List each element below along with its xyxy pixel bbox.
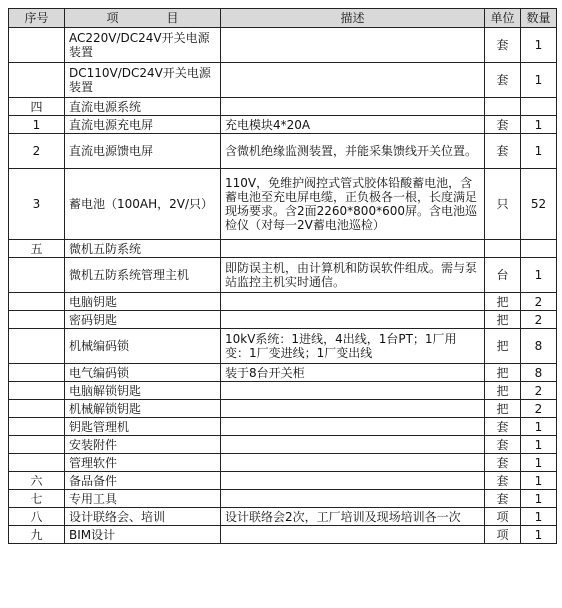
cell-unit: 把 bbox=[485, 364, 521, 382]
table-row bbox=[9, 240, 557, 258]
cell-unit: 把 bbox=[485, 400, 521, 418]
cell-item: 备品备件 bbox=[65, 472, 221, 490]
cell-qty: 1 bbox=[521, 490, 557, 508]
cell-desc bbox=[221, 240, 485, 258]
cell-seq bbox=[9, 329, 65, 364]
cell-item: 管理软件 bbox=[65, 454, 221, 472]
cell-desc bbox=[221, 98, 485, 116]
cell-qty: 8 bbox=[521, 364, 557, 382]
cell-item: 专用工具 bbox=[65, 490, 221, 508]
cell-desc: 设计联络会2次，工厂培训及现场培训各一次 bbox=[221, 508, 485, 526]
cell-qty: 1 bbox=[521, 436, 557, 454]
cell-desc bbox=[221, 63, 485, 98]
table-row bbox=[9, 116, 557, 134]
cell-qty: 1 bbox=[521, 454, 557, 472]
cell-qty: 1 bbox=[521, 63, 557, 98]
cell-qty: 1 bbox=[521, 116, 557, 134]
cell-qty: 2 bbox=[521, 311, 557, 329]
cell-desc: 110V，免维护阀控式管式胶体铅酸蓄电池，含蓄电池至充电屏电缆，正负极各一根，长度满足现场要求。含2面2260*800*600屏。含电池巡检仪（对每一2V蓄电池巡检） bbox=[221, 169, 485, 240]
cell-unit: 项 bbox=[485, 508, 521, 526]
cell-qty: 1 bbox=[521, 508, 557, 526]
cell-desc bbox=[221, 400, 485, 418]
cell-item: 直流电源充电屏 bbox=[65, 116, 221, 134]
cell-qty: 1 bbox=[521, 258, 557, 293]
cell-seq: 2 bbox=[9, 134, 65, 169]
cell-desc: 装于8台开关柜 bbox=[221, 364, 485, 382]
header-seq: 序号 bbox=[9, 9, 65, 28]
cell-desc bbox=[221, 382, 485, 400]
cell-qty bbox=[521, 98, 557, 116]
cell-unit: 把 bbox=[485, 293, 521, 311]
cell-seq bbox=[9, 418, 65, 436]
cell-qty: 1 bbox=[521, 134, 557, 169]
table-row bbox=[9, 508, 557, 526]
table-row bbox=[9, 258, 557, 293]
table-row bbox=[9, 98, 557, 116]
cell-item: 直流电源馈电屏 bbox=[65, 134, 221, 169]
cell-desc bbox=[221, 454, 485, 472]
cell-unit: 套 bbox=[485, 472, 521, 490]
cell-item: 微机五防系统 bbox=[65, 240, 221, 258]
cell-desc bbox=[221, 436, 485, 454]
cell-qty: 2 bbox=[521, 382, 557, 400]
cell-item: DC110V/DC24V开关电源装置 bbox=[65, 63, 221, 98]
cell-seq bbox=[9, 382, 65, 400]
cell-desc bbox=[221, 526, 485, 544]
cell-unit: 套 bbox=[485, 490, 521, 508]
cell-item: AC220V/DC24V开关电源装置 bbox=[65, 28, 221, 63]
table-body bbox=[9, 28, 557, 544]
cell-unit bbox=[485, 240, 521, 258]
table-row bbox=[9, 490, 557, 508]
cell-desc bbox=[221, 472, 485, 490]
cell-desc bbox=[221, 311, 485, 329]
cell-seq bbox=[9, 400, 65, 418]
cell-unit: 套 bbox=[485, 436, 521, 454]
cell-desc: 即防误主机，由计算机和防误软件组成。需与泵站监控主机实时通信。 bbox=[221, 258, 485, 293]
cell-item: 电气编码锁 bbox=[65, 364, 221, 382]
cell-seq: 九 bbox=[9, 526, 65, 544]
cell-item: BIM设计 bbox=[65, 526, 221, 544]
table-row bbox=[9, 169, 557, 240]
cell-unit: 套 bbox=[485, 28, 521, 63]
cell-qty: 1 bbox=[521, 28, 557, 63]
cell-desc bbox=[221, 28, 485, 63]
cell-seq: 1 bbox=[9, 116, 65, 134]
cell-qty: 8 bbox=[521, 329, 557, 364]
cell-item: 电脑解锁钥匙 bbox=[65, 382, 221, 400]
cell-item: 微机五防系统管理主机 bbox=[65, 258, 221, 293]
cell-item: 机械解锁钥匙 bbox=[65, 400, 221, 418]
cell-seq: 六 bbox=[9, 472, 65, 490]
cell-seq bbox=[9, 28, 65, 63]
table-row bbox=[9, 364, 557, 382]
cell-qty: 2 bbox=[521, 400, 557, 418]
cell-unit bbox=[485, 98, 521, 116]
cell-unit: 把 bbox=[485, 329, 521, 364]
cell-seq bbox=[9, 436, 65, 454]
table-row bbox=[9, 63, 557, 98]
table-row bbox=[9, 329, 557, 364]
cell-item: 机械编码锁 bbox=[65, 329, 221, 364]
table-header-row bbox=[9, 9, 557, 28]
cell-seq: 七 bbox=[9, 490, 65, 508]
table-row bbox=[9, 134, 557, 169]
header-unit: 单位 bbox=[485, 9, 521, 28]
cell-item: 安装附件 bbox=[65, 436, 221, 454]
cell-unit: 把 bbox=[485, 311, 521, 329]
table-row bbox=[9, 382, 557, 400]
cell-unit: 只 bbox=[485, 169, 521, 240]
table-row bbox=[9, 418, 557, 436]
cell-unit: 套 bbox=[485, 418, 521, 436]
header-qty: 数量 bbox=[521, 9, 557, 28]
cell-qty: 2 bbox=[521, 293, 557, 311]
equipment-table bbox=[8, 8, 557, 544]
table-row bbox=[9, 28, 557, 63]
cell-unit: 套 bbox=[485, 134, 521, 169]
cell-seq: 五 bbox=[9, 240, 65, 258]
cell-unit: 套 bbox=[485, 116, 521, 134]
cell-seq: 3 bbox=[9, 169, 65, 240]
table-row bbox=[9, 400, 557, 418]
cell-desc bbox=[221, 418, 485, 436]
cell-seq bbox=[9, 293, 65, 311]
cell-qty: 52 bbox=[521, 169, 557, 240]
cell-unit: 项 bbox=[485, 526, 521, 544]
document-page bbox=[8, 8, 557, 544]
cell-desc: 10kV系统：1进线，4出线，1台PT；1厂用变：1厂变进线；1厂变出线 bbox=[221, 329, 485, 364]
table-row bbox=[9, 436, 557, 454]
cell-qty: 1 bbox=[521, 418, 557, 436]
cell-item: 电脑钥匙 bbox=[65, 293, 221, 311]
table-row bbox=[9, 526, 557, 544]
table-row bbox=[9, 293, 557, 311]
cell-qty bbox=[521, 240, 557, 258]
cell-qty: 1 bbox=[521, 472, 557, 490]
cell-seq bbox=[9, 258, 65, 293]
cell-item: 设计联络会、培训 bbox=[65, 508, 221, 526]
cell-item: 密码钥匙 bbox=[65, 311, 221, 329]
cell-desc bbox=[221, 490, 485, 508]
cell-unit: 把 bbox=[485, 382, 521, 400]
cell-seq: 八 bbox=[9, 508, 65, 526]
cell-desc bbox=[221, 293, 485, 311]
cell-item: 钥匙管理机 bbox=[65, 418, 221, 436]
cell-seq bbox=[9, 311, 65, 329]
cell-unit: 套 bbox=[485, 63, 521, 98]
cell-seq bbox=[9, 364, 65, 382]
table-row bbox=[9, 454, 557, 472]
cell-seq: 四 bbox=[9, 98, 65, 116]
table-row bbox=[9, 311, 557, 329]
cell-unit: 台 bbox=[485, 258, 521, 293]
cell-qty: 1 bbox=[521, 526, 557, 544]
table-row bbox=[9, 472, 557, 490]
cell-seq bbox=[9, 454, 65, 472]
cell-desc: 含微机绝缘监测装置，并能采集馈线开关位置。 bbox=[221, 134, 485, 169]
cell-item: 直流电源系统 bbox=[65, 98, 221, 116]
cell-unit: 套 bbox=[485, 454, 521, 472]
cell-desc: 充电模块4*20A bbox=[221, 116, 485, 134]
cell-item: 蓄电池（100AH，2V/只） bbox=[65, 169, 221, 240]
cell-seq bbox=[9, 63, 65, 98]
header-item: 项 目 bbox=[65, 9, 221, 28]
header-desc: 描述 bbox=[221, 9, 485, 28]
